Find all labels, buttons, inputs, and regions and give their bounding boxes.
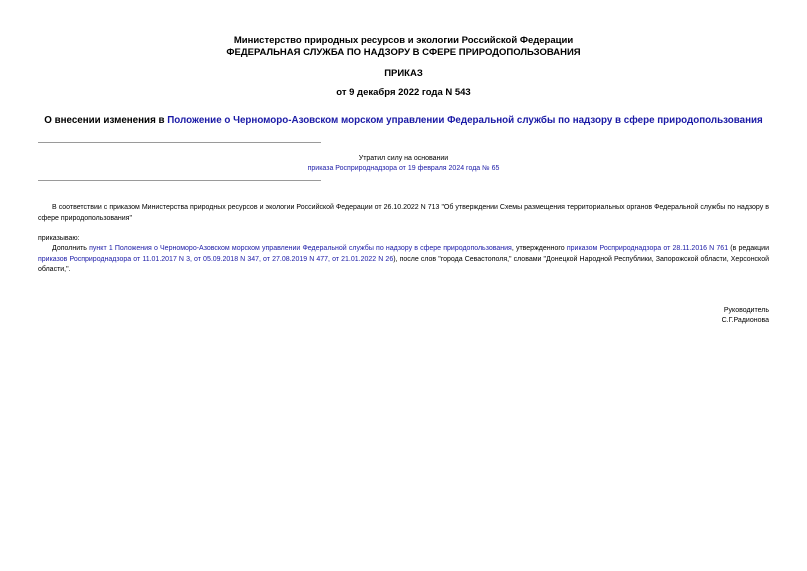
title-prefix: О внесении изменения в	[44, 115, 168, 126]
agency-name: ФЕДЕРАЛЬНАЯ СЛУЖБА ПО НАДЗОРУ В СФЕРЕ ПРИРОДОПОЛЬЗОВАНИЯ	[226, 47, 581, 58]
order-date: от 9 декабря 2022 года N 543	[336, 87, 471, 98]
repeal-notice-line	[0, 164, 807, 174]
repeal-order-link[interactable]: приказа Росприроднадзора от 19 февраля 2024 года № 65	[307, 165, 500, 172]
amending-orders-link[interactable]: приказов Росприроднадзора от 11.01.2017 N 3, от 05.09.2018 N 347, от 27.08.2019 N 477, от 21.01.2022 N 26	[38, 255, 394, 263]
amendment-paragraph	[38, 244, 769, 276]
preamble-paragraph: В соответствии с приказом Министерства природных ресурсов и экологии Российской Федерации от 26.10.2022 N 713 "Об утверждении Схемы размещения территориальных органов Федеральной службы по надзору в сфере природопользования"	[38, 204, 769, 222]
approving-order-link[interactable]: приказом Росприроднадзора от 28.11.2016 N 761	[566, 245, 729, 252]
order-type: ПРИКАЗ	[384, 68, 423, 79]
notice-divider-top	[38, 142, 321, 143]
repeal-notice-text: Утратил силу на основании	[358, 155, 449, 162]
clause-1-link[interactable]: пункт 1 Положения о Черноморо-Азовском морском управлении Федеральной службы по надзору в сфере природопользования	[89, 245, 512, 252]
notice-divider-bottom	[38, 180, 321, 181]
amendment-text-start: Дополнить	[52, 245, 90, 252]
signatory-name: С.Г.Радионова	[721, 317, 769, 324]
order-keyword: приказываю:	[38, 235, 80, 242]
amendment-text-mid1: , утвержденного	[511, 245, 567, 252]
title-regulation-link[interactable]: Положение о Черноморо-Азовском морском управлении Федеральной службы по надзору в сфере природопользования	[167, 115, 763, 126]
document-title	[0, 115, 807, 127]
amendment-text-mid2: (в редакции	[728, 245, 769, 252]
signatory-position: Руководитель	[723, 307, 769, 314]
amendment-text-end: ), после слов "города Севастополя," словами "Донецкой Народной Республики, Запорожской области, Херсонской области,".	[38, 255, 769, 273]
ministry-name: Министерство природных ресурсов и экологии Российской Федерации	[233, 35, 574, 46]
